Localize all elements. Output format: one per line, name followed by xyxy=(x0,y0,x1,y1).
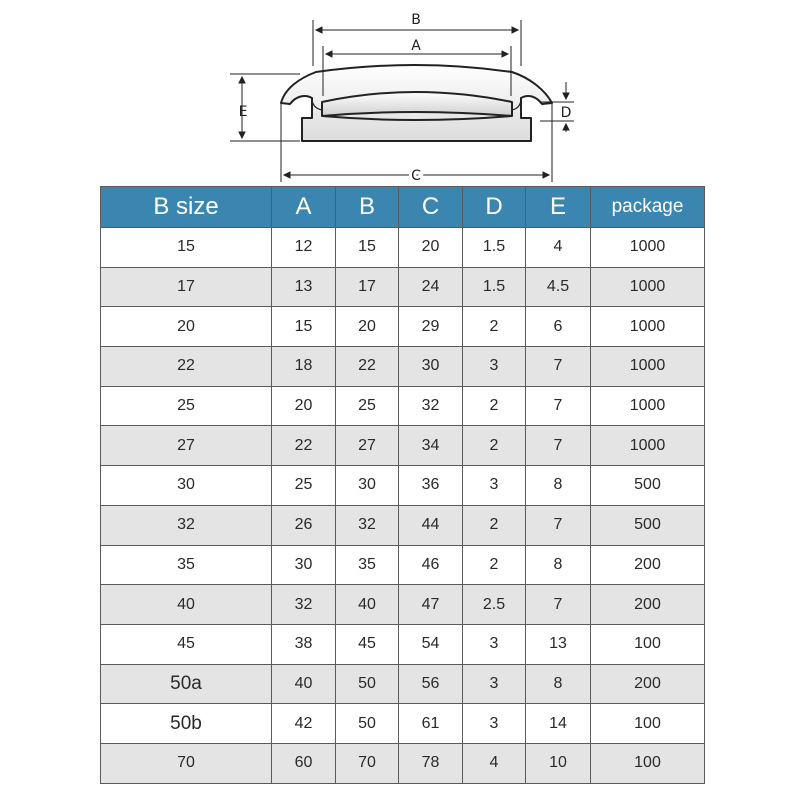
cell-e: 7 xyxy=(526,585,591,625)
table-header-row xyxy=(101,187,705,228)
cell-d: 2.5 xyxy=(463,585,526,625)
cell-d: 2 xyxy=(463,426,526,466)
grommet-cross-section-diagram xyxy=(0,0,800,190)
cell-b: 20 xyxy=(336,307,399,347)
cell-d: 3 xyxy=(463,466,526,506)
table-body xyxy=(101,228,705,784)
cell-d: 3 xyxy=(463,624,526,664)
cell-c: 46 xyxy=(399,545,463,585)
table-row xyxy=(101,267,705,307)
cell-package: 100 xyxy=(591,704,705,744)
table-row xyxy=(101,624,705,664)
cell-b: 40 xyxy=(336,585,399,625)
cell-b-size: 40 xyxy=(101,585,272,625)
cell-c: 44 xyxy=(399,505,463,545)
cell-b-size: 30 xyxy=(101,466,272,506)
cell-c: 47 xyxy=(399,585,463,625)
cell-b: 17 xyxy=(336,267,399,307)
cell-b-size: 32 xyxy=(101,505,272,545)
header-package: package xyxy=(591,187,705,228)
cell-e: 13 xyxy=(526,624,591,664)
table-row xyxy=(101,585,705,625)
cell-b-size: 15 xyxy=(101,228,272,268)
cell-b-size: 27 xyxy=(101,426,272,466)
cell-e: 14 xyxy=(526,704,591,744)
cell-d: 1.5 xyxy=(463,228,526,268)
cell-a: 38 xyxy=(272,624,336,664)
cell-b: 25 xyxy=(336,386,399,426)
table-row xyxy=(101,664,705,704)
cell-b: 50 xyxy=(336,704,399,744)
cell-e: 8 xyxy=(526,466,591,506)
cell-c: 30 xyxy=(399,347,463,387)
cell-b: 30 xyxy=(336,466,399,506)
cell-package: 200 xyxy=(591,664,705,704)
cell-d: 3 xyxy=(463,664,526,704)
size-specification-table xyxy=(100,186,705,784)
dimension-label-b: B xyxy=(411,12,421,28)
cell-a: 12 xyxy=(272,228,336,268)
cell-package: 1000 xyxy=(591,386,705,426)
cell-b: 22 xyxy=(336,347,399,387)
cell-a: 13 xyxy=(272,267,336,307)
cell-package: 200 xyxy=(591,585,705,625)
cell-c: 54 xyxy=(399,624,463,664)
cell-c: 56 xyxy=(399,664,463,704)
cell-e: 4.5 xyxy=(526,267,591,307)
cell-e: 7 xyxy=(526,426,591,466)
cell-a: 15 xyxy=(272,307,336,347)
cell-a: 18 xyxy=(272,347,336,387)
cell-c: 32 xyxy=(399,386,463,426)
cell-package: 1000 xyxy=(591,347,705,387)
table-row xyxy=(101,347,705,387)
cell-b-size: 50a xyxy=(101,664,272,704)
dimension-label-d: D xyxy=(560,105,572,121)
table-row xyxy=(101,386,705,426)
cell-b-size: 22 xyxy=(101,347,272,387)
cell-c: 78 xyxy=(399,743,463,783)
cell-e: 4 xyxy=(526,228,591,268)
cell-b-size: 50b xyxy=(101,704,272,744)
cell-package: 200 xyxy=(591,545,705,585)
cell-b: 27 xyxy=(336,426,399,466)
table-row xyxy=(101,505,705,545)
cell-b-size: 45 xyxy=(101,624,272,664)
cell-d: 3 xyxy=(463,347,526,387)
cell-package: 100 xyxy=(591,624,705,664)
header-b: B xyxy=(336,187,399,228)
cell-b: 70 xyxy=(336,743,399,783)
cell-b: 35 xyxy=(336,545,399,585)
cell-b: 45 xyxy=(336,624,399,664)
cell-e: 7 xyxy=(526,386,591,426)
cell-b: 50 xyxy=(336,664,399,704)
header-d: D xyxy=(463,187,526,228)
header-a: A xyxy=(272,187,336,228)
dimension-label-a: A xyxy=(411,38,421,54)
cell-c: 20 xyxy=(399,228,463,268)
cell-c: 29 xyxy=(399,307,463,347)
cell-b-size: 35 xyxy=(101,545,272,585)
cell-package: 100 xyxy=(591,743,705,783)
cell-c: 61 xyxy=(399,704,463,744)
cell-package: 1000 xyxy=(591,228,705,268)
cell-d: 4 xyxy=(463,743,526,783)
cell-a: 42 xyxy=(272,704,336,744)
cell-e: 8 xyxy=(526,664,591,704)
cell-c: 24 xyxy=(399,267,463,307)
cell-d: 3 xyxy=(463,704,526,744)
table-row xyxy=(101,704,705,744)
cell-package: 500 xyxy=(591,466,705,506)
cell-b: 15 xyxy=(336,228,399,268)
header-b-size: B size xyxy=(101,187,272,228)
cell-b-size: 17 xyxy=(101,267,272,307)
cell-c: 34 xyxy=(399,426,463,466)
cell-b-size: 70 xyxy=(101,743,272,783)
cell-a: 20 xyxy=(272,386,336,426)
cell-a: 25 xyxy=(272,466,336,506)
table-row xyxy=(101,307,705,347)
cell-e: 8 xyxy=(526,545,591,585)
dimension-label-e: E xyxy=(238,104,248,120)
cell-package: 500 xyxy=(591,505,705,545)
table-row xyxy=(101,545,705,585)
cell-b: 32 xyxy=(336,505,399,545)
cell-e: 10 xyxy=(526,743,591,783)
cell-d: 1.5 xyxy=(463,267,526,307)
cell-a: 60 xyxy=(272,743,336,783)
cell-package: 1000 xyxy=(591,267,705,307)
cell-a: 22 xyxy=(272,426,336,466)
cell-d: 2 xyxy=(463,545,526,585)
header-e: E xyxy=(526,187,591,228)
header-c: C xyxy=(399,187,463,228)
table-row xyxy=(101,426,705,466)
cell-package: 1000 xyxy=(591,426,705,466)
cell-a: 30 xyxy=(272,545,336,585)
table-row xyxy=(101,228,705,268)
cell-e: 7 xyxy=(526,505,591,545)
dimension-label-c: C xyxy=(411,168,421,184)
cell-b-size: 20 xyxy=(101,307,272,347)
cell-d: 2 xyxy=(463,386,526,426)
cell-package: 1000 xyxy=(591,307,705,347)
table-row xyxy=(101,743,705,783)
cell-d: 2 xyxy=(463,307,526,347)
cell-e: 6 xyxy=(526,307,591,347)
cell-c: 36 xyxy=(399,466,463,506)
cell-d: 2 xyxy=(463,505,526,545)
cell-a: 40 xyxy=(272,664,336,704)
cell-b-size: 25 xyxy=(101,386,272,426)
table-row xyxy=(101,466,705,506)
cell-a: 26 xyxy=(272,505,336,545)
cell-a: 32 xyxy=(272,585,336,625)
cell-e: 7 xyxy=(526,347,591,387)
